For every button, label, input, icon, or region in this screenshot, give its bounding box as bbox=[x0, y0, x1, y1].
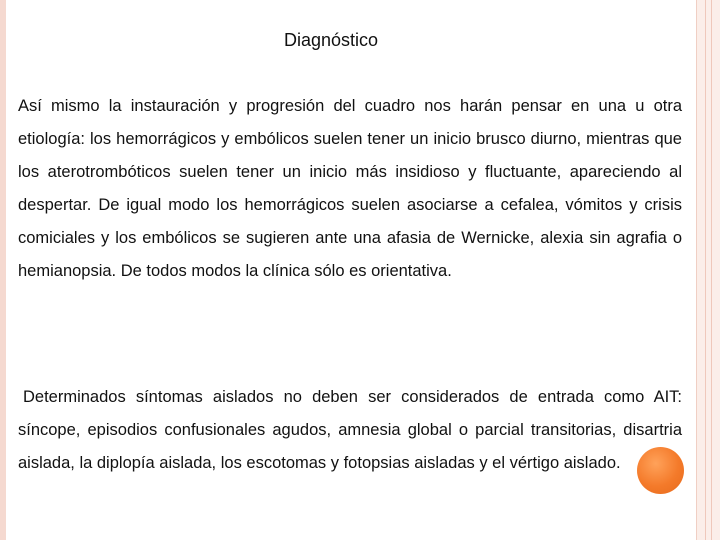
body-paragraph-etiology: Así mismo la instauración y progresión del cuadro nos harán pensar en una u otra etiología: los hemorrágicos y embólicos suelen tener un inicio brusco diurno, mientras que los aterotrombóticos suelen tener un inicio más insidioso y fluctuante, apareciendo al despertar. De igual modo los hemorrágicos suelen asociarse a cefalea, vómitos y crisis comiciales y los embólicos se sugieren ante una afasia de Wernicke, alexia sin agrafia o hemianopsia. De todos modos la clínica sólo es orientativa. bbox=[18, 97, 682, 280]
slide-frame-line bbox=[711, 0, 712, 540]
slide-frame-left bbox=[0, 0, 6, 540]
slide-frame-line bbox=[705, 0, 706, 540]
body-paragraph-isolated-symptoms bbox=[18, 381, 682, 480]
slide-title: Diagnóstico bbox=[284, 30, 379, 50]
slide-frame-right bbox=[696, 0, 720, 540]
slide-content bbox=[18, 0, 682, 540]
paragraph-text: Determinados síntomas aislados no deben ser considerados de entrada como AIT: síncope, episodios confusionales agudos, amnesia global o parcial transitorias, disartria aislada, la diplopía aislada, los escotomas y fotopsias aisladas y el vértigo aislado. bbox=[18, 388, 682, 472]
